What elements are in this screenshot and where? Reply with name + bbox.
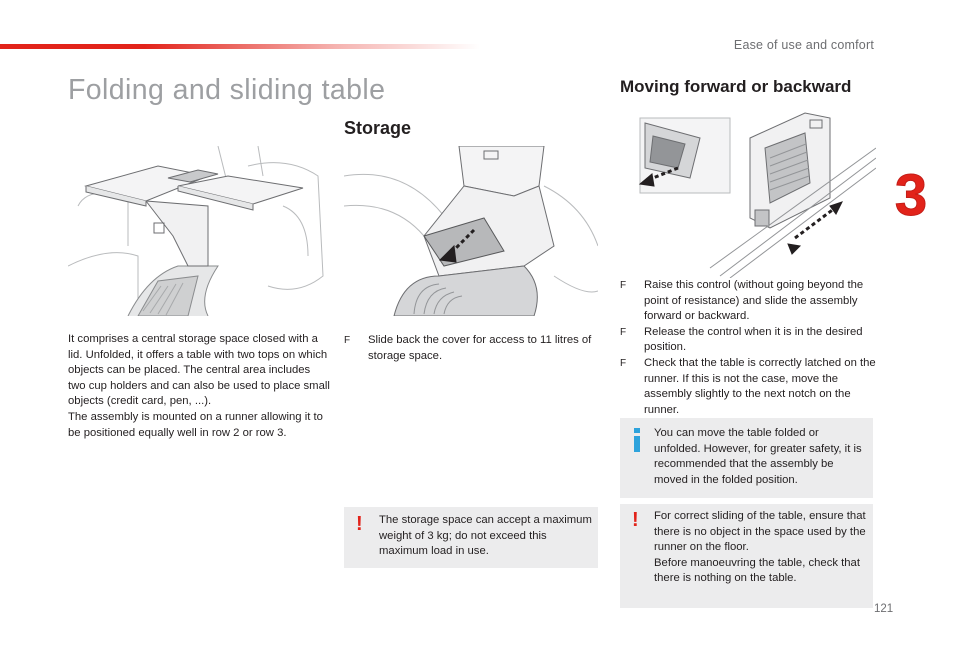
svg-text:3: 3	[894, 165, 928, 225]
warning-icon: !	[632, 509, 639, 531]
page-number: 121	[874, 603, 894, 615]
list-item: F Slide back the cover for access to 11 litres of storage space.	[344, 334, 592, 362]
list-item: F Raise this control (without going beyond the point of resistance) and slide the assembly forward or backward.	[620, 279, 864, 323]
list-item: F Release the control when it is in the desired position.	[620, 325, 863, 354]
section-title: Ease of use and comfort	[733, 38, 874, 52]
intro-text	[68, 332, 330, 441]
header-accent-bar	[0, 44, 480, 49]
intro-paragraph-2: The assembly is mounted on a runner allowing it to be positioned equally well in row 2 or row 3.	[68, 410, 323, 439]
table-unfolded-illustration	[68, 146, 330, 316]
info-note	[620, 418, 873, 498]
bullet-marker-icon: F	[620, 280, 627, 291]
moving-warning-text: For correct sliding of the table, ensure that there is no object in the space used by the runner on the floor. Before manoeuvring the table, check that there is nothing on the table.	[654, 510, 866, 585]
storage-illustration	[344, 146, 598, 316]
warning-icon: !	[356, 513, 363, 535]
storage-bullet-list	[344, 333, 596, 364]
bullet-marker-icon: F	[620, 326, 627, 338]
bullet-marker-icon: F	[620, 357, 627, 369]
moving-warning-note	[620, 504, 873, 608]
bullet-marker-icon: F	[344, 335, 351, 346]
intro-paragraph-1: It comprises a central storage space closed with a lid. Unfolded, it offers a table with two tops on which objects can be placed. The central area includes two cup holders and can also be used to place small objects (credit card, pen, ...).	[68, 333, 330, 408]
storage-warning-text: The storage space can accept a maximum weight of 3 kg; do not exceed this maximum load in use.	[379, 514, 592, 558]
runner-illustration	[620, 108, 876, 278]
moving-bullet-list	[620, 278, 876, 418]
list-item: F Check that the table is correctly latched on the runner. If this is not the case, move the assembly slightly to the next notch on the runner.	[620, 356, 876, 416]
storage-warning-note	[344, 507, 598, 568]
moving-heading: Moving forward or backward	[620, 77, 852, 96]
storage-heading: Storage	[344, 118, 412, 138]
chapter-number	[886, 165, 936, 225]
info-icon	[632, 428, 642, 452]
info-note-text: You can move the table folded or unfolded. However, for greater safety, it is recommended that the assembly be moved in the folded position.	[654, 427, 862, 486]
page-title: Folding and sliding table	[68, 74, 386, 106]
